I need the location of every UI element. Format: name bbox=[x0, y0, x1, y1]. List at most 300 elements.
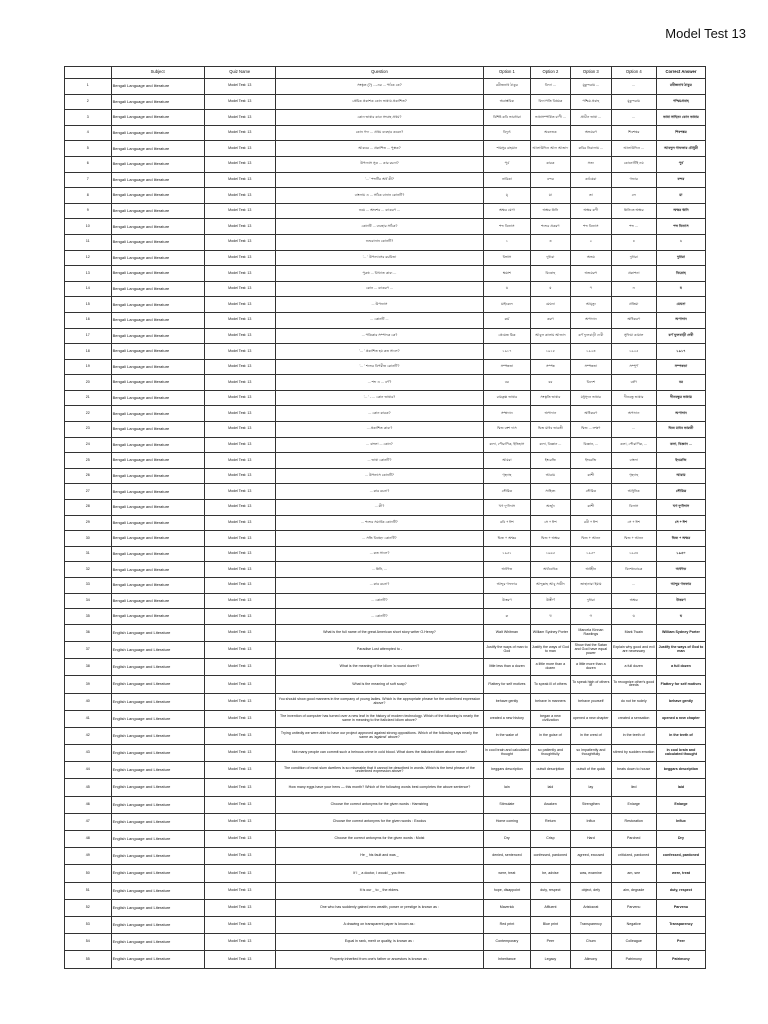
col-option-3-cell: অর্থহীন bbox=[571, 562, 611, 578]
col-quiz-name-cell: Model Test: 13 bbox=[204, 831, 275, 848]
col-subject-cell: Bengali Language and literature bbox=[111, 94, 204, 110]
col-option-3-cell: ইংরেজি bbox=[571, 453, 611, 469]
col-number-cell: 36 bbox=[65, 624, 112, 641]
col-question-cell: ... শব্দের সমার্থক কোনটি? bbox=[275, 515, 483, 531]
col-option-4-cell: দীনবন্ধু ভাষার bbox=[611, 390, 656, 406]
table-row bbox=[65, 727, 706, 744]
col-correct-answer-cell: খগ দুর্গাদাস bbox=[656, 500, 705, 516]
col-option-3-cell: রবী + ঈশ bbox=[571, 515, 611, 531]
col-correct-answer-cell: সে + ঈশ bbox=[656, 515, 705, 531]
col-correct-answer-cell: ২ bbox=[656, 234, 705, 250]
col-option-2-cell: আব্দুল্লাহ আবু সায়ীদ bbox=[530, 578, 570, 594]
col-question-cell: What is the full name of the great American short story writer O.Henry? bbox=[275, 624, 483, 641]
table-row bbox=[65, 234, 706, 250]
col-option-1-cell: hope, disappoint bbox=[484, 882, 531, 899]
col-option-4-cell: in the teeth of bbox=[611, 727, 656, 744]
col-option-1-cell: created a new history bbox=[484, 710, 531, 727]
page-title: Model Test 13 bbox=[665, 26, 746, 41]
col-quiz-name-cell: Model Test: 13 bbox=[204, 727, 275, 744]
col-number-cell: 54 bbox=[65, 934, 112, 951]
col-option-4-cell: do not be rudely bbox=[611, 693, 656, 710]
col-correct-answer-cell: দ্বিজ মাধব ভারতী bbox=[656, 422, 705, 438]
col-option-2-header: Option 2 bbox=[530, 67, 570, 79]
col-quiz-name-cell: Model Test: 13 bbox=[204, 745, 275, 762]
col-number-cell: 1 bbox=[65, 79, 112, 95]
table-row bbox=[65, 172, 706, 188]
col-question-cell: ... উপন্যাস কোনটি? bbox=[275, 468, 483, 484]
col-quiz-name-cell: Model Test: 13 bbox=[204, 328, 275, 344]
col-option-3-cell: সৌমিত্র bbox=[571, 484, 611, 500]
col-number-cell: 41 bbox=[65, 710, 112, 727]
table-row bbox=[65, 79, 706, 95]
col-subject-cell: English Language and Literature bbox=[111, 676, 204, 693]
col-question-cell: Not many people can commit such a heinous crime in cold blood. What does the italicized idiom above mean? bbox=[275, 745, 483, 762]
col-number-cell: 2 bbox=[65, 94, 112, 110]
table-row bbox=[65, 453, 706, 469]
col-option-2-cell: confessed, pardoned bbox=[530, 848, 570, 865]
table-row bbox=[65, 779, 706, 796]
col-subject-cell: Bengali Language and literature bbox=[111, 188, 204, 204]
col-option-4-cell: created a sensation bbox=[611, 710, 656, 727]
col-option-1-cell: নারিকা bbox=[484, 172, 531, 188]
col-option-4-cell: প্রতিমা bbox=[611, 297, 656, 313]
col-option-4-cell: ১৯৫৪ bbox=[611, 546, 656, 562]
col-subject-cell: Bengali Language and literature bbox=[111, 484, 204, 500]
col-option-1-cell: lain bbox=[484, 779, 531, 796]
col-correct-answer-cell: মেঘনা bbox=[656, 297, 705, 313]
col-option-3-cell: was, examine bbox=[571, 865, 611, 882]
col-quiz-name-cell: Model Test: 13 bbox=[204, 203, 275, 219]
col-option-4-cell: দুধারা bbox=[611, 250, 656, 266]
col-subject-cell: Bengali Language and literature bbox=[111, 453, 204, 469]
col-number-cell: 19 bbox=[65, 359, 112, 375]
col-quiz-name-cell: Model Test: 13 bbox=[204, 578, 275, 594]
table-row bbox=[65, 203, 706, 219]
col-question-cell: Choose the correct antonyms for the given words : Moist bbox=[275, 831, 483, 848]
table-row bbox=[65, 250, 706, 266]
col-option-2-cell: অর্জুন bbox=[530, 500, 570, 516]
col-option-3-cell: কর্ণ ফুলবাড়ী দেবী bbox=[571, 328, 611, 344]
col-correct-answer-cell: কর্ণ ফুলবাড়ী দেবী bbox=[656, 328, 705, 344]
col-option-2-cell: বিদ্রোহ bbox=[530, 266, 570, 282]
col-number-cell: 4 bbox=[65, 125, 112, 141]
col-question-cell: '... ' শব্দের বিপরীত কোনটি? bbox=[275, 359, 483, 375]
col-quiz-name-cell: Model Test: 13 bbox=[204, 593, 275, 609]
col-option-3-cell: Marcela Kinnan Rawlings bbox=[571, 624, 611, 641]
col-option-2-cell: য bbox=[530, 281, 570, 297]
col-option-3-cell: অভয়রপ bbox=[571, 266, 611, 282]
col-question-cell: ... কত সালে? bbox=[275, 546, 483, 562]
col-option-2-cell: অক্ষর ধ্বনি bbox=[530, 203, 570, 219]
col-option-2-cell: Awaken bbox=[530, 796, 570, 813]
col-question-cell: ... সন্ধি বিচ্ছেদ কোনটি? bbox=[275, 531, 483, 547]
col-subject-cell: English Language and Literature bbox=[111, 882, 204, 899]
col-quiz-name-cell: Model Test: 13 bbox=[204, 359, 275, 375]
col-correct-answer-cell: behave gently bbox=[656, 693, 705, 710]
col-quiz-name-cell: Model Test: 13 bbox=[204, 297, 275, 313]
col-option-2-cell: মা bbox=[530, 188, 570, 204]
col-quiz-name-cell: Model Test: 13 bbox=[204, 934, 275, 951]
col-subject-cell: English Language and Literature bbox=[111, 934, 204, 951]
col-quiz-name-cell: Model Test: 13 bbox=[204, 484, 275, 500]
table-row bbox=[65, 593, 706, 609]
col-question-cell: '... ' প্রকাশিত হয় কত সালে? bbox=[275, 344, 483, 360]
col-question-cell: ... ধ্বনি, ... bbox=[275, 562, 483, 578]
col-subject-cell: English Language and Literature bbox=[111, 796, 204, 813]
col-option-1-cell: were, treat bbox=[484, 865, 531, 882]
col-option-4-cell: শিবশঙ্কর bbox=[611, 125, 656, 141]
table-row bbox=[65, 344, 706, 360]
col-subject-header: Subject bbox=[111, 67, 204, 79]
col-number-cell: 45 bbox=[65, 779, 112, 796]
col-correct-answer-cell: Parvenu bbox=[656, 899, 705, 916]
col-option-2-cell: করণ bbox=[530, 312, 570, 328]
col-question-cell: ... বাংলা ... কোন? bbox=[275, 437, 483, 453]
col-quiz-name-cell: Model Test: 13 bbox=[204, 865, 275, 882]
col-option-3-cell: lay bbox=[571, 779, 611, 796]
col-option-3-cell: object, defy bbox=[571, 882, 611, 899]
col-option-4-cell: Mark Twain bbox=[611, 624, 656, 641]
col-option-4-cell: ... bbox=[611, 422, 656, 438]
col-option-4-cell: a full dozen bbox=[611, 659, 656, 676]
table-row bbox=[65, 390, 706, 406]
col-option-1-cell: অবাস্তবিক bbox=[484, 94, 531, 110]
col-option-2-cell: began a new civilization bbox=[530, 710, 570, 727]
col-question-cell: ... উপন্যাস bbox=[275, 297, 483, 313]
col-quiz-name-cell: Model Test: 13 bbox=[204, 641, 275, 658]
col-subject-cell: Bengali Language and literature bbox=[111, 609, 204, 625]
col-number-cell: 22 bbox=[65, 406, 112, 422]
col-number-cell: 10 bbox=[65, 219, 112, 235]
col-question-cell: আকবর ... প্রকাশিত ... পুস্তক? bbox=[275, 141, 483, 157]
col-quiz-name-cell: Model Test: 13 bbox=[204, 546, 275, 562]
col-subject-cell: Bengali Language and literature bbox=[111, 203, 204, 219]
col-question-cell: '... ' উপন্যাসের রচয়িতা bbox=[275, 250, 483, 266]
col-option-3-cell: Strengthen bbox=[571, 796, 611, 813]
col-option-2-cell: বিদ্যা ... bbox=[530, 79, 570, 95]
table-row bbox=[65, 156, 706, 172]
col-quiz-name-cell: Model Test: 13 bbox=[204, 172, 275, 188]
col-subject-cell: Bengali Language and literature bbox=[111, 281, 204, 297]
col-number-cell: 9 bbox=[65, 203, 112, 219]
col-option-1-cell: little less than a dozen bbox=[484, 659, 531, 676]
col-option-1-cell: শব্দ বিন্যাস bbox=[484, 219, 531, 235]
col-option-2-cell: laid bbox=[530, 779, 570, 796]
col-quiz-name-cell: Model Test: 13 bbox=[204, 796, 275, 813]
table-row bbox=[65, 375, 706, 391]
col-question-cell: কোনটি ... ব্যবহার সঠিক? bbox=[275, 219, 483, 235]
col-option-2-cell: সে + ঈশ bbox=[530, 515, 570, 531]
col-option-4-cell: Enlarge bbox=[611, 796, 656, 813]
col-number-cell: 18 bbox=[65, 344, 112, 360]
col-number-cell: 38 bbox=[65, 659, 112, 676]
col-option-3-cell: ১৯২৩ bbox=[571, 344, 611, 360]
col-number-cell: 40 bbox=[65, 693, 112, 710]
col-option-2-cell: আরাম bbox=[530, 468, 570, 484]
col-subject-cell: Bengali Language and literature bbox=[111, 250, 204, 266]
col-option-3-cell: To speak high of others in bbox=[571, 676, 611, 693]
table-row bbox=[65, 676, 706, 693]
table-row bbox=[65, 934, 706, 951]
col-quiz-name-cell: Model Test: 13 bbox=[204, 882, 275, 899]
col-subject-cell: Bengali Language and literature bbox=[111, 172, 204, 188]
col-number-cell: 46 bbox=[65, 796, 112, 813]
col-option-2-cell: উত্তীর্ণ bbox=[530, 593, 570, 609]
col-option-2-cell: so patiently and thoughtfully bbox=[530, 745, 570, 762]
col-option-2-cell: সম্পন্ন bbox=[530, 359, 570, 375]
col-question-cell: He _ his fault and was _ bbox=[275, 848, 483, 865]
col-subject-cell: Bengali Language and literature bbox=[111, 156, 204, 172]
col-correct-answer-cell: Flattery for self motives bbox=[656, 676, 705, 693]
col-option-4-cell: বাংলা bbox=[611, 453, 656, 469]
col-option-3-cell: in the crest of bbox=[571, 727, 611, 744]
col-question-cell: উপন্যাস সূত্র ... কার রচনা? bbox=[275, 156, 483, 172]
col-correct-answer-cell: অক্ষর ধ্বনি bbox=[656, 203, 705, 219]
col-option-1-cell: মৃ bbox=[484, 188, 531, 204]
col-option-3-cell: গ bbox=[571, 609, 611, 625]
col-option-3-cell: জাহানারা ইমাম bbox=[571, 578, 611, 594]
col-subject-cell: English Language and Literature bbox=[111, 865, 204, 882]
col-option-2-cell: আবুল কালাম আজাদ bbox=[530, 328, 570, 344]
col-option-1-cell: শামসুর রাহমান bbox=[484, 141, 531, 157]
col-option-1-cell: য bbox=[484, 281, 531, 297]
col-option-2-cell: ১৯১৮ bbox=[530, 344, 570, 360]
col-option-1-cell: denied, sentenced bbox=[484, 848, 531, 865]
col-quiz-name-cell: Model Test: 13 bbox=[204, 375, 275, 391]
col-quiz-name-cell: Model Test: 13 bbox=[204, 79, 275, 95]
col-option-1-cell: behave gently bbox=[484, 693, 531, 710]
col-option-4-cell: আলাউদ্দিন ... bbox=[611, 141, 656, 157]
col-subject-cell: Bengali Language and literature bbox=[111, 500, 204, 516]
col-option-2-cell: দ্বিজ মাধব ভারতী bbox=[530, 422, 570, 438]
col-option-3-cell: অধিকরণ bbox=[571, 406, 611, 422]
col-option-1-cell: কর্ম bbox=[484, 312, 531, 328]
col-subject-cell: Bengali Language and literature bbox=[111, 546, 204, 562]
col-option-3-cell: ২ bbox=[571, 234, 611, 250]
col-option-2-cell: মেঘনা bbox=[530, 297, 570, 313]
col-option-3-cell: ১৯৫০ bbox=[571, 546, 611, 562]
col-correct-answer-cell: opened a new chapter bbox=[656, 710, 705, 727]
col-number-cell: 14 bbox=[65, 281, 112, 297]
col-quiz-name-cell: Model Test: 13 bbox=[204, 390, 275, 406]
col-question-cell: নবম ... অংশের ... ব্যাকরণ ... bbox=[275, 203, 483, 219]
col-option-2-cell: ৩ bbox=[530, 234, 570, 250]
col-option-2-cell: অবনতক bbox=[530, 125, 570, 141]
col-correct-answer-cell: were, treat bbox=[656, 865, 705, 882]
table-row bbox=[65, 437, 706, 453]
col-correct-answer-cell: সম্পন্নতা bbox=[656, 359, 705, 375]
col-subject-cell: Bengali Language and literature bbox=[111, 437, 204, 453]
col-number-cell: 53 bbox=[65, 916, 112, 933]
col-question-cell: The invention of computer has turned over a new leaf in the history of modern technology. Which of the following is nearly the same in meaning to the italicized idiom above? bbox=[275, 710, 483, 727]
col-option-3-cell: কাশী bbox=[571, 500, 611, 516]
col-option-1-cell: কলা, পৌরাণিক, ইতিহাস bbox=[484, 437, 531, 453]
col-correct-answer-cell: ১৯১৭ bbox=[656, 344, 705, 360]
col-option-1-cell: Justify the ways of man to God bbox=[484, 641, 531, 658]
col-correct-answer-cell: আবদুল গাফফার চৌধুরী bbox=[656, 141, 705, 157]
col-quiz-name-cell: Model Test: 13 bbox=[204, 899, 275, 916]
col-option-4-cell: aim, degrade bbox=[611, 882, 656, 899]
col-number-cell: 42 bbox=[65, 727, 112, 744]
col-option-1-cell: beggars description bbox=[484, 762, 531, 779]
col-option-3-cell: Influx bbox=[571, 813, 611, 830]
col-number-cell: 26 bbox=[65, 468, 112, 484]
col-option-1-cell: অর্থগত bbox=[484, 562, 531, 578]
col-option-1-cell: ১৯৫১ bbox=[484, 546, 531, 562]
col-question-cell: ... কোনটি ... bbox=[275, 312, 483, 328]
col-option-4-cell: লে bbox=[611, 188, 656, 204]
col-option-3-cell: কবির নিরালায় ... bbox=[571, 141, 611, 157]
col-option-4-cell: সে + ঈশ bbox=[611, 515, 656, 531]
col-option-3-cell: অভয়রণ bbox=[571, 125, 611, 141]
col-question-cell: ... কোনটি? bbox=[275, 593, 483, 609]
col-subject-cell: English Language and Literature bbox=[111, 710, 204, 727]
col-question-cell: Trying unitedly we were able to have our project approved against strong oppositions. Which of the following says nearly the same as 'against' above? bbox=[275, 727, 483, 744]
col-option-1-cell: সম্প্রদান bbox=[484, 406, 531, 422]
col-option-2-cell: behave in manners bbox=[530, 693, 570, 710]
table-row bbox=[65, 500, 706, 516]
table-row bbox=[65, 916, 706, 933]
col-number-cell: 50 bbox=[65, 865, 112, 882]
col-question-cell: ... কোন কারক? bbox=[275, 406, 483, 422]
col-option-3-cell: অক্ষর কণী bbox=[571, 203, 611, 219]
col-option-2-cell: দুধারা bbox=[530, 250, 570, 266]
col-number-cell: 8 bbox=[65, 188, 112, 204]
col-correct-answer-cell: William Sydney Porter bbox=[656, 624, 705, 641]
col-option-4-cell: ... bbox=[611, 578, 656, 594]
col-quiz-name-cell: Model Test: 13 bbox=[204, 659, 275, 676]
col-subject-cell: Bengali Language and literature bbox=[111, 141, 204, 157]
col-option-3-cell: দ্বিজ ... লক্ষণ bbox=[571, 422, 611, 438]
col-correct-answer-cell: in cool brain and calculated thought bbox=[656, 745, 705, 762]
col-option-1-cell: Home coming bbox=[484, 813, 531, 830]
col-number-cell: 12 bbox=[65, 250, 112, 266]
col-correct-answer-cell: দীনবন্ধুর ভাষায় bbox=[656, 390, 705, 406]
col-subject-cell: Bengali Language and literature bbox=[111, 578, 204, 594]
col-correct-answer-cell: কলা, বিজ্ঞান ... bbox=[656, 437, 705, 453]
col-option-1-cell: আমরা bbox=[484, 453, 531, 469]
col-option-2-cell: ভাষাসম্পর্কিত বাণী ... bbox=[530, 110, 570, 126]
col-option-2-cell: Crisp bbox=[530, 831, 570, 848]
col-option-3-cell: সম্পন্নতা bbox=[571, 359, 611, 375]
table-row bbox=[65, 865, 706, 882]
col-option-4-cell: am, see bbox=[611, 865, 656, 882]
col-number-cell: 48 bbox=[65, 831, 112, 848]
col-option-3-cell: আমৃত্যু bbox=[571, 297, 611, 313]
col-option-4-cell: Parched bbox=[611, 831, 656, 848]
col-option-1-cell: বর bbox=[484, 375, 531, 391]
table-row bbox=[65, 266, 706, 282]
col-option-4-cell: আধুনিক bbox=[611, 484, 656, 500]
col-quiz-name-cell: Model Test: 13 bbox=[204, 515, 275, 531]
col-question-cell: Paradise Lost attempted to - bbox=[275, 641, 483, 658]
col-quiz-name-cell: Model Test: 13 bbox=[204, 94, 275, 110]
col-quiz-name-cell: Model Test: 13 bbox=[204, 951, 275, 968]
col-number-cell: 35 bbox=[65, 609, 112, 625]
col-quiz-name-cell: Model Test: 13 bbox=[204, 779, 275, 796]
col-option-1-cell: অক্ষর যোগ bbox=[484, 203, 531, 219]
col-option-3-cell: Transparency bbox=[571, 916, 611, 933]
col-quiz-name-cell: Model Test: 13 bbox=[204, 406, 275, 422]
col-option-4-cell: কলা, পৌরাণিক, ... bbox=[611, 437, 656, 453]
table-row bbox=[65, 899, 706, 916]
col-correct-answer-cell: দ্বিজ + অক্ষর bbox=[656, 531, 705, 547]
table-row bbox=[65, 125, 706, 141]
col-subject-cell: English Language and Literature bbox=[111, 659, 204, 676]
col-subject-cell: Bengali Language and literature bbox=[111, 468, 204, 484]
col-quiz-name-cell: Model Test: 13 bbox=[204, 110, 275, 126]
col-option-2-cell: Justify the ways of God to man bbox=[530, 641, 570, 658]
col-option-2-cell: ইংরেজি bbox=[530, 453, 570, 469]
col-option-3-cell: পশ্চিম প্রবাহ bbox=[571, 94, 611, 110]
col-question-cell: A drawing on transparent paper is known as : bbox=[275, 916, 483, 933]
col-question-cell: The condition of most slum dwellers is so miserable that it cannot be described in words. Which is the best phrase of the underlined expression above? bbox=[275, 762, 483, 779]
col-subject-cell: Bengali Language and literature bbox=[111, 593, 204, 609]
col-number-header bbox=[65, 67, 112, 79]
col-option-4-cell: lied bbox=[611, 779, 656, 796]
table-row bbox=[65, 406, 706, 422]
col-subject-cell: Bengali Language and literature bbox=[111, 79, 204, 95]
col-subject-cell: Bengali Language and literature bbox=[111, 359, 204, 375]
col-option-3-cell: outwit of the quick bbox=[571, 762, 611, 779]
col-correct-answer-cell: confessed, pardoned bbox=[656, 848, 705, 865]
col-correct-answer-cell: ঘ bbox=[656, 609, 705, 625]
col-option-4-cell: Colleague bbox=[611, 934, 656, 951]
col-correct-answer-cell: শব্দ বিন্যাস bbox=[656, 219, 705, 235]
col-option-2-cell: duty, respect bbox=[530, 882, 570, 899]
col-option-1-cell: পূর্ব bbox=[484, 156, 531, 172]
col-number-cell: 29 bbox=[65, 515, 112, 531]
col-number-cell: 15 bbox=[65, 297, 112, 313]
col-subject-cell: Bengali Language and literature bbox=[111, 328, 204, 344]
col-option-4-cell: Parvenu bbox=[611, 899, 656, 916]
col-number-cell: 51 bbox=[65, 882, 112, 899]
table-row bbox=[65, 281, 706, 297]
col-subject-cell: Bengali Language and literature bbox=[111, 297, 204, 313]
col-option-3-cell: প্রাচীন ভাষা ... bbox=[571, 110, 611, 126]
col-option-1-cell: ১৯১৭ bbox=[484, 344, 531, 360]
col-option-1-cell: দ্বিজ বংশ দাস bbox=[484, 422, 531, 438]
col-option-3-header: Option 3 bbox=[571, 67, 611, 79]
col-correct-answer-cell: বিদ্রোহ bbox=[656, 266, 705, 282]
col-number-cell: 7 bbox=[65, 172, 112, 188]
col-option-4-cell: ... bbox=[611, 79, 656, 95]
col-option-4-cell: ন bbox=[611, 281, 656, 297]
col-option-2-cell: অপাদান bbox=[530, 406, 570, 422]
col-quiz-name-cell: Model Test: 13 bbox=[204, 219, 275, 235]
col-correct-answer-cell: Influx bbox=[656, 813, 705, 830]
col-option-3-cell: মুকুন্দরাম ... bbox=[571, 79, 611, 95]
col-option-4-cell: criticized, pardoned bbox=[611, 848, 656, 865]
col-option-4-cell: Negative bbox=[611, 916, 656, 933]
col-question-cell: Property inherited from one's father or ancestors is known as : bbox=[275, 951, 483, 968]
col-quiz-name-cell: Model Test: 13 bbox=[204, 141, 275, 157]
col-option-1-cell: Red print bbox=[484, 916, 531, 933]
col-option-4-cell: অক্ষর bbox=[611, 593, 656, 609]
col-quiz-name-cell: Model Test: 13 bbox=[204, 437, 275, 453]
table-row bbox=[65, 813, 706, 830]
col-option-4-cell: অধিকরণ bbox=[611, 312, 656, 328]
col-correct-answer-cell: beggars description bbox=[656, 762, 705, 779]
col-option-4-cell: ১৯২৫ bbox=[611, 344, 656, 360]
col-correct-answer-cell: a full dozen bbox=[656, 659, 705, 676]
col-option-3-cell: Hard bbox=[571, 831, 611, 848]
col-option-2-cell: খ bbox=[530, 609, 570, 625]
col-correct-answer-cell: Transparency bbox=[656, 916, 705, 933]
col-option-3-cell: a little more than a dozen bbox=[571, 659, 611, 676]
col-question-cell: ... কী? bbox=[275, 500, 483, 516]
col-option-4-cell: stirred by sudden emotion bbox=[611, 745, 656, 762]
